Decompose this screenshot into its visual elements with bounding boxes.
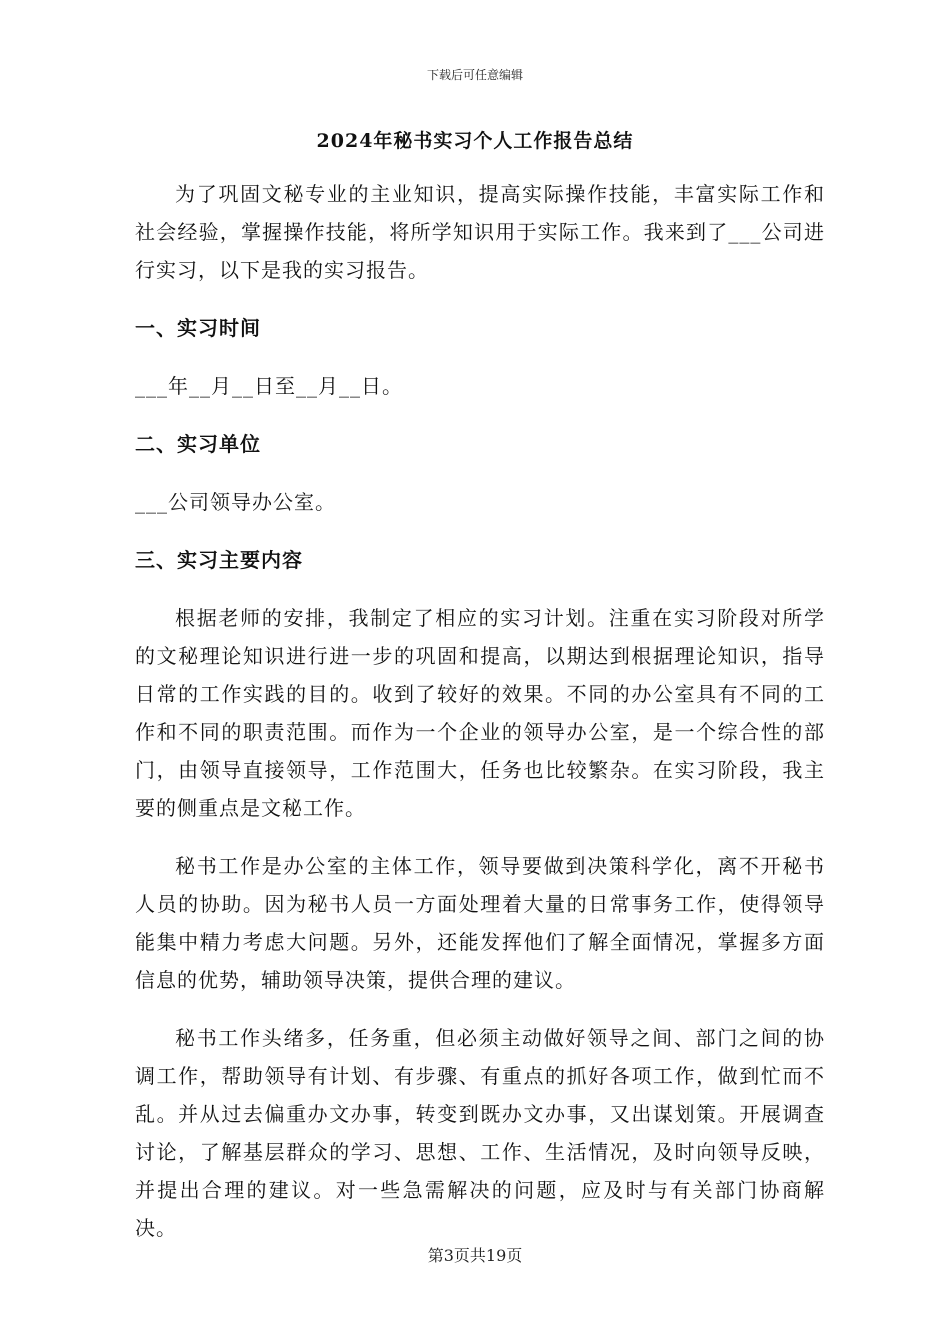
header-note: 下载后可任意编辑 bbox=[426, 68, 523, 82]
section-heading-unit: 二、实习单位 bbox=[135, 432, 261, 456]
document-title: 2024年秘书实习个人工作报告总结 bbox=[316, 130, 634, 152]
content-paragraph-3: 秘书工作头绪多，任务重，但必须主动做好领导之间、部门之间的协调工作，帮助领导有计划、有步骤、有重点的抓好各项工作，做到忙而不乱。并从过去偏重办文办事，转变到既办文办事，又出谋划策。开展调查讨论，了解基层群众的学习、思想、工作、生活情况，及时向领导反映，并提出合理的建议。对一些急需解决的问题，应及时与有关部门协商解决。 bbox=[135, 1026, 825, 1240]
content-paragraph-1: 根据老师的安排，我制定了相应的实习计划。注重在实习阶段对所学的文秘理论知识进行进一步的巩固和提高，以期达到根据理论知识，指导日常的工作实践的目的。收到了较好的效果。不同的办公室具有不同的工作和不同的职责范围。而作为一个企业的领导办公室，是一个综合性的部门，由领导直接领导，工作范围大，任务也比较繁杂。在实习阶段，我主要的侧重点是文秘工作。 bbox=[135, 606, 825, 820]
internship-time-text: ___年__月__日至__月__日。 bbox=[135, 374, 403, 398]
section-heading-time: 一、实习时间 bbox=[135, 316, 261, 340]
section-heading-content: 三、实习主要内容 bbox=[135, 548, 303, 572]
internship-unit-text: ___公司领导办公室。 bbox=[135, 490, 336, 514]
page-footer: 第3页共19页 bbox=[427, 1246, 523, 1265]
content-paragraph-2: 秘书工作是办公室的主体工作，领导要做到决策科学化，离不开秘书人员的协助。因为秘书人员一方面处理着大量的日常事务工作，使得领导能集中精力考虑大问题。另外，还能发挥他们了解全面情况，掌握多方面信息的优势，辅助领导决策，提供合理的建议。 bbox=[135, 854, 825, 992]
intro-paragraph: 为了巩固文秘专业的主业知识，提高实际操作技能，丰富实际工作和社会经验，掌握操作技能，将所学知识用于实际工作。我来到了___公司进行实习，以下是我的实习报告。 bbox=[135, 182, 825, 282]
document-body bbox=[135, 175, 825, 1267]
